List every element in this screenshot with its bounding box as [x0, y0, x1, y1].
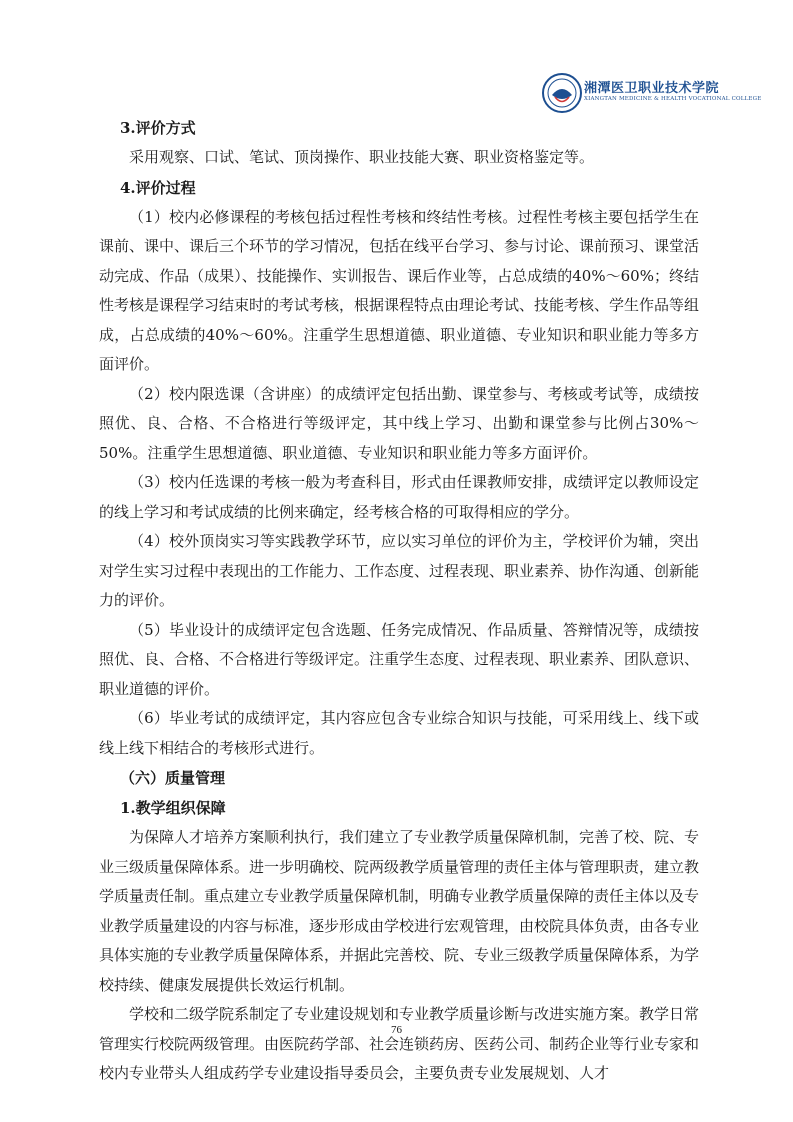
page-header — [542, 73, 762, 113]
college-name-en: XIANGTAN MEDICINE & HEALTH VOCATIONAL COLLEGE — [584, 96, 762, 102]
paragraph-graduation-exam: （6）毕业考试的成绩评定，其内容应包含专业综合知识与技能，可采用线上、线下或线上线下相结合的考核形式进行。 — [99, 709, 699, 757]
heading-evaluation-process: 4.评价过程 — [120, 178, 196, 197]
paragraph-quality-system: 为保障人才培养方案顺利执行，我们建立了专业教学质量保障机制，完善了校、院、专业三级质量保障体系。进一步明确校、院两级教学质量管理的责任主体与管理职责，建立教学质量责任制。重点建立专业教学质量保障机制，明确专业教学质量保障的责任主体以及专业教学质量建设的内容与标准，逐步形成由学校进行宏观管理，由校院具体负责，由各专业具体实施的专业教学质量保障体系，并据此完善校、院、专业三级教学质量保障体系，为学校持续、健康发展提供长效运行机制。 — [99, 828, 700, 994]
college-emblem-icon — [542, 73, 582, 113]
paragraph-management-plan: 学校和二级学院系制定了专业建设规划和专业教学质量诊断与改进实施方案。教学日常管理实行校院两级管理。由医院药学部、社会连锁药房、医药公司、制药企业等行业专家和校内专业带头人组成药学专业建设指导委员会，主要负责专业发展规划、人才 — [99, 1005, 700, 1082]
paragraph-internship: （4）校外顶岗实习等实践教学环节，应以实习单位的评价为主，学校评价为辅，突出对学生实习过程中表现出的工作能力、工作态度、过程表现、职业素养、协作沟通、创新能力的评价。 — [99, 532, 700, 609]
heading-evaluation-method: 3.评价方式 — [120, 119, 196, 137]
paragraph-limited-electives: （2）校内限选课（含讲座）的成绩评定包括出勤、课堂参与、考核或考试等，成绩按照优、良、合格、不合格进行等级评定，其中线上学习、出勤和课堂参与比例占30%～50%。注重学生思想道德、职业道德、专业知识和职业能力等多方面评价。 — [99, 384, 699, 462]
college-name-cn: 湘潭医卫职业技术学院 — [584, 81, 720, 96]
heading-quality-management: （六）质量管理 — [120, 769, 226, 787]
paragraph-required-courses: （1）校内必修课程的考核包括过程性考核和终结性考核。过程性考核主要包括学生在课前、课中、课后三个环节的学习情况，包括在线平台学习、参与讨论、课前预习、课堂活动完成、作品（成果）、技能操作、实训报告、课后作业等，占总成绩的40%～60%；终结性考核是课程学习结束时的考试考核，根据课程特点由理论考试、技能考核、学生作品等组成，占总成绩的40%～60%。注重学生思想道德、职业道德、专业知识和职业能力等多方面评价。 — [99, 207, 700, 373]
paragraph-free-electives: （3）校内任选课的考核一般为考查科目，形式由任课教师安排，成绩评定以教师设定的线上学习和考试成绩的比例来确定，经考核合格的可取得相应的学分。 — [99, 473, 699, 521]
heading-teaching-guarantee: 1.教学组织保障 — [120, 799, 226, 817]
paragraph-evaluation-method: 采用观察、口试、笔试、顶岗操作、职业技能大赛、职业资格鉴定等。 — [129, 148, 595, 166]
page-number: 76 — [391, 1024, 402, 1036]
paragraph-graduation-design: （5）毕业设计的成绩评定包含选题、任务完成情况、作品质量、答辩情况等，成绩按照优、良、合格、不合格进行等级评定。注重学生态度、过程表现、职业素养、团队意识、职业道德的评价。 — [99, 620, 700, 698]
document-body — [99, 113, 699, 1089]
